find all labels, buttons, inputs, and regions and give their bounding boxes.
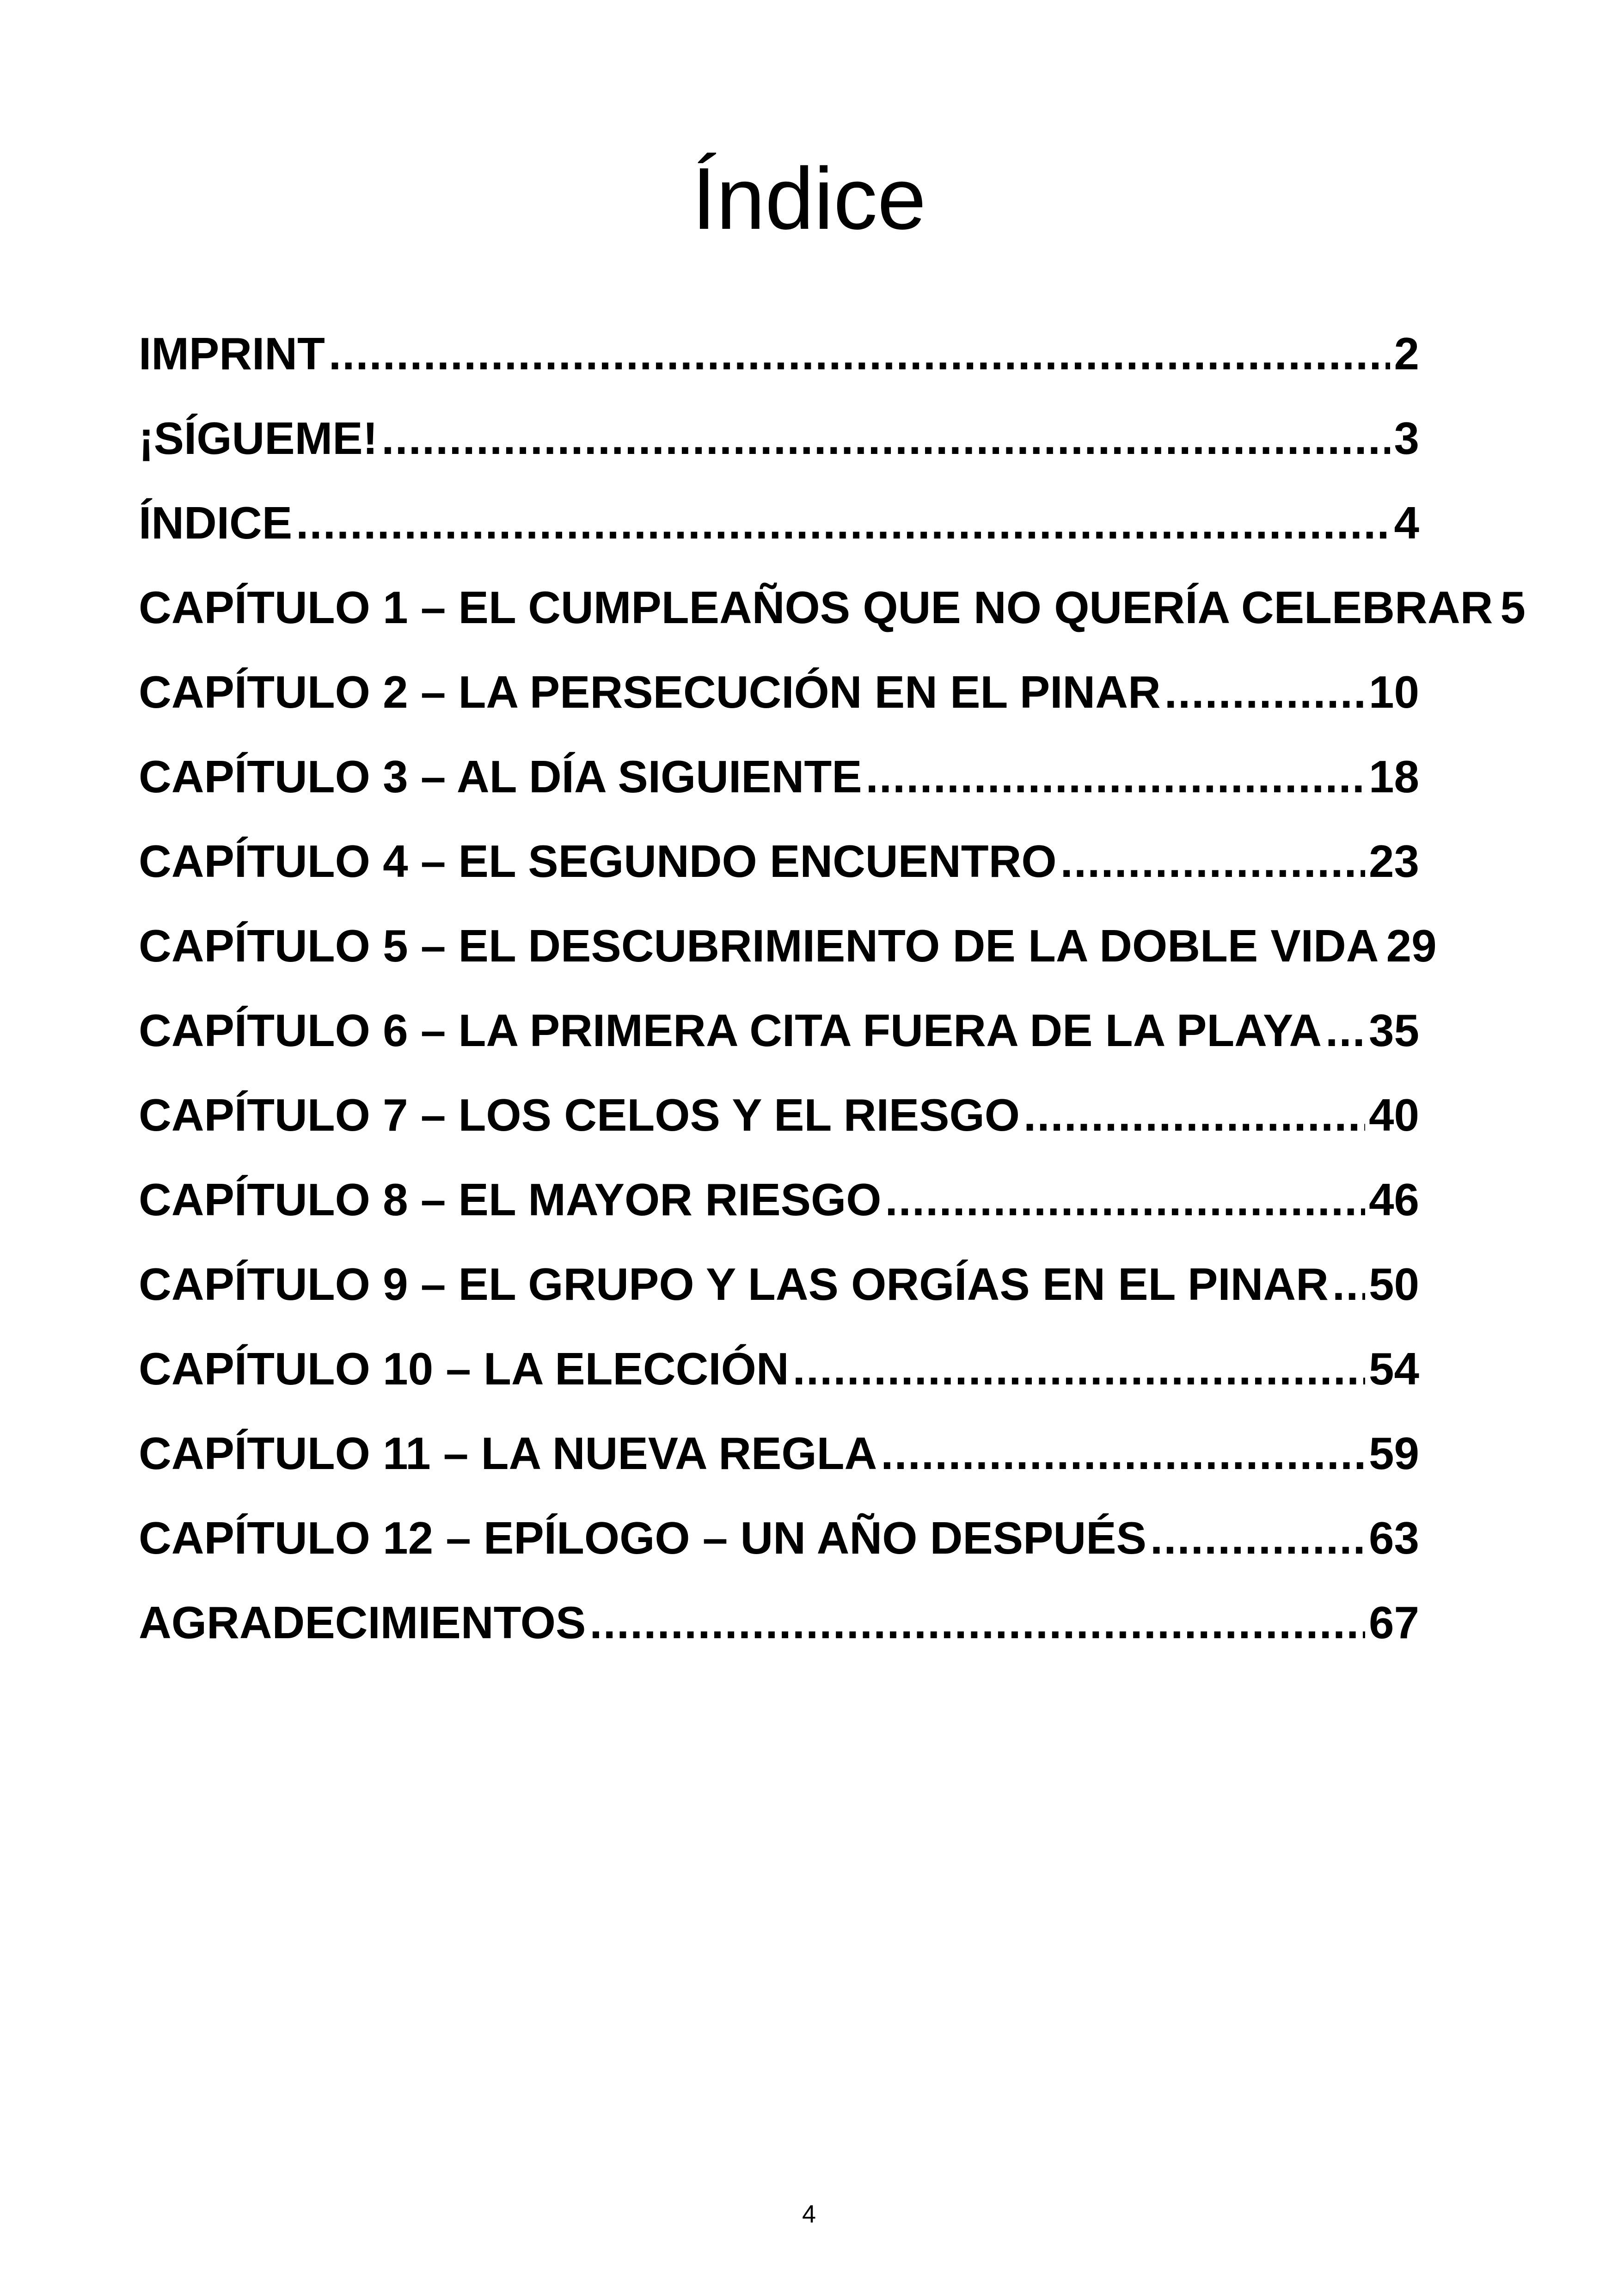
page-title: Índice [692, 150, 926, 248]
toc-dot-leader [1332, 1249, 1365, 1319]
toc-entry-page: 5 [1500, 582, 1526, 633]
toc-entry-label: IMPRINT [139, 328, 325, 379]
toc-entry[interactable] [139, 1419, 1419, 1503]
toc-entry[interactable] [139, 319, 1419, 404]
toc-entry-page: 4 [1394, 497, 1419, 548]
toc-entry[interactable] [139, 404, 1419, 488]
toc-entry-page: 2 [1394, 328, 1419, 379]
toc-entry-page: 40 [1368, 1090, 1419, 1140]
toc-entry-label: CAPÍTULO 2 – LA PERSECUCIÓN EN EL PINAR [139, 667, 1161, 717]
toc-entry-label: AGRADECIMIENTOS [139, 1597, 586, 1648]
toc-entry-page: 54 [1368, 1343, 1419, 1394]
toc-entry-page: 10 [1368, 667, 1419, 717]
toc-entry-label: ¡SÍGUEME! [139, 413, 378, 464]
toc-entry[interactable] [139, 1080, 1419, 1165]
toc-dot-leader [296, 488, 1390, 557]
toc-dot-leader [885, 1165, 1365, 1234]
toc-entry[interactable] [139, 911, 1437, 996]
toc-entry-page: 35 [1368, 1005, 1419, 1056]
toc-entry-label: CAPÍTULO 1 – EL CUMPLEAÑOS QUE NO QUERÍA CELEBRAR [139, 582, 1493, 633]
toc-entry-page: 50 [1368, 1259, 1419, 1310]
toc-dot-leader [866, 742, 1365, 811]
toc-entry[interactable] [139, 1249, 1419, 1334]
toc-entry-label: ÍNDICE [139, 497, 293, 548]
toc-entry-label: CAPÍTULO 6 – LA PRIMERA CITA FUERA DE LA PLAYA [139, 1005, 1322, 1056]
toc-entry[interactable] [139, 996, 1419, 1080]
toc-entry-page: 3 [1394, 413, 1419, 464]
toc-entry-label: CAPÍTULO 3 – AL DÍA SIGUIENTE [139, 751, 862, 802]
toc-entry-label: CAPÍTULO 11 – LA NUEVA REGLA [139, 1428, 877, 1479]
toc-entry-label: CAPÍTULO 9 – EL GRUPO Y LAS ORGÍAS EN EL PINAR [139, 1259, 1329, 1310]
toc-entry[interactable] [139, 1334, 1419, 1419]
toc-entry-page: 67 [1368, 1597, 1419, 1648]
toc-entry[interactable] [139, 488, 1419, 573]
toc-dot-leader [1024, 1080, 1365, 1150]
toc-dot-leader [793, 1334, 1365, 1403]
toc-entry-page: 23 [1368, 836, 1419, 887]
toc-entry-page: 29 [1386, 920, 1437, 971]
toc-entry-label: CAPÍTULO 4 – EL SEGUNDO ENCUENTRO [139, 836, 1057, 887]
toc-entry[interactable] [139, 1588, 1419, 1672]
toc-dot-leader [881, 1419, 1365, 1488]
table-of-contents [139, 319, 1526, 1672]
toc-entry-page: 63 [1368, 1512, 1419, 1563]
toc-entry-label: CAPÍTULO 10 – LA ELECCIÓN [139, 1343, 789, 1394]
toc-dot-leader [1325, 996, 1365, 1065]
toc-entry[interactable] [139, 742, 1419, 827]
toc-entry-page: 46 [1368, 1174, 1419, 1225]
page-number: 4 [802, 2200, 816, 2228]
toc-entry[interactable] [139, 573, 1526, 657]
toc-entry[interactable] [139, 1165, 1419, 1249]
toc-dot-leader [381, 404, 1390, 473]
toc-dot-leader [1150, 1503, 1365, 1573]
toc-dot-leader [1164, 657, 1365, 727]
toc-entry[interactable] [139, 827, 1419, 911]
toc-entry[interactable] [139, 1503, 1419, 1588]
toc-dot-leader [1060, 827, 1365, 896]
toc-entry-page: 59 [1368, 1428, 1419, 1479]
toc-entry-label: CAPÍTULO 7 – LOS CELOS Y EL RIESGO [139, 1090, 1020, 1140]
toc-dot-leader [589, 1588, 1365, 1657]
toc-dot-leader [329, 319, 1391, 388]
toc-entry-label: CAPÍTULO 8 – EL MAYOR RIESGO [139, 1174, 882, 1225]
toc-entry[interactable] [139, 657, 1419, 742]
toc-entry-page: 18 [1368, 751, 1419, 802]
toc-entry-label: CAPÍTULO 12 – EPÍLOGO – UN AÑO DESPUÉS [139, 1512, 1147, 1563]
toc-entry-label: CAPÍTULO 5 – EL DESCUBRIMIENTO DE LA DOBLE VIDA [139, 920, 1379, 971]
